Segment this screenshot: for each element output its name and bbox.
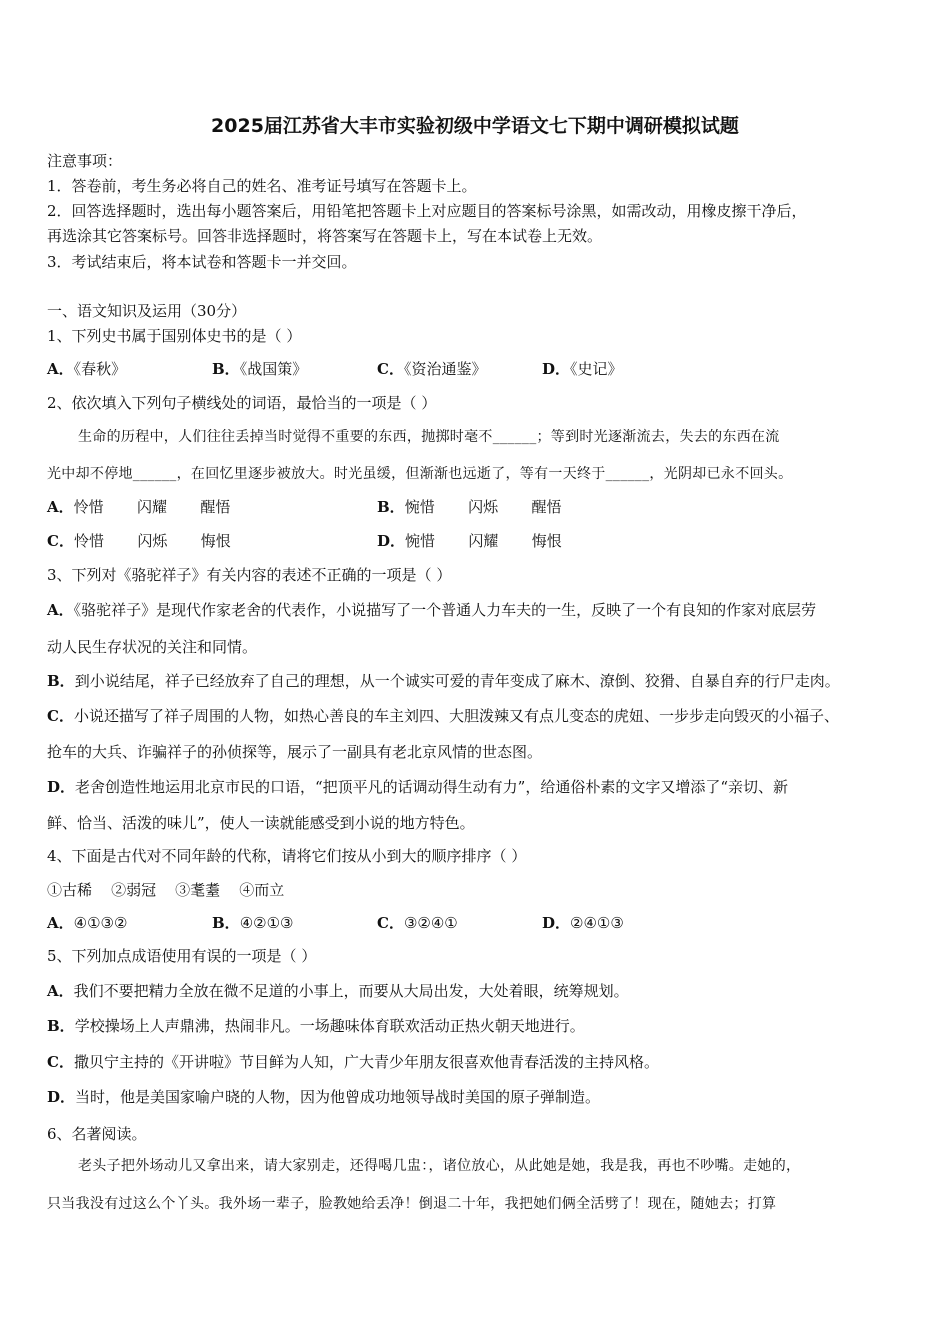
option-c: C．怜惜 闪烁 悔恨 (47, 532, 231, 550)
option-d: D．②④①③ (542, 914, 624, 932)
option-b: B．《战国策》 (212, 360, 308, 378)
option-a: A．《春秋》 (47, 360, 127, 378)
passage-line: 生命的历程中，人们往往丢掉当时觉得不重要的东西，抛掷时毫不______；等到时光逐渐流去，失去的东西在流 (78, 429, 780, 445)
question-stem: 6、名著阅读。 (47, 1125, 147, 1143)
passage-line: 光中却不停地______，在回忆里逐步被放大。时光虽缓，但渐渐也远逝了，等有一天终于______，光阴却已永不回头。 (47, 466, 793, 482)
option-d: D．老舍创造性地运用北京市民的口语，“把顶平凡的话调动得生动有力”，给通俗朴素的文字又增添了“亲切、新 (47, 778, 789, 796)
option-a: A．④①③② (47, 914, 128, 932)
age-terms: ①古稀 ②弱冠 ③耄耋 ④而立 (47, 881, 285, 899)
option-d-continued: 鲜、恰当、活泼的味儿”，使人一读就能感受到小说的地方特色。 (47, 814, 475, 832)
option-c-continued: 抢车的大兵、诈骗祥子的孙侦探等，展示了一副具有老北京风情的世态图。 (47, 743, 543, 761)
option-c: C．小说还描写了祥子周围的人物，如热心善良的车主刘四、大胆泼辣又有点儿变态的虎妞、一步步走向毁灭的小福子、 (47, 707, 839, 725)
option-b: B．学校操场上人声鼎沸，热闹非凡。一场趣味体育联欢活动正热火朝天地进行。 (47, 1017, 585, 1035)
question-stem: 1、下列史书属于国别体史书的是（ ） (47, 327, 302, 345)
option-c: C．③②④① (377, 914, 458, 932)
option-d: D．惋惜 闪耀 悔恨 (377, 532, 562, 550)
notice-item: 再选涂其它答案标号。回答非选择题时，将答案写在答题卡上，写在本试卷上无效。 (47, 227, 603, 245)
question-stem: 2、依次填入下列句子横线处的词语，最恰当的一项是（ ） (47, 394, 437, 412)
option-d: D．《史记》 (542, 360, 623, 378)
notice-item: 1．答卷前，考生务必将自己的姓名、准考证号填写在答题卡上。 (47, 177, 477, 195)
option-a: A．我们不要把精力全放在微不足道的小事上，而要从大局出发，大处着眼，统筹规划。 (47, 982, 629, 1000)
option-b: B．惋惜 闪烁 醒悟 (377, 498, 562, 516)
option-b: B．④②①③ (212, 914, 294, 932)
notice-heading: 注意事项： (47, 152, 123, 170)
option-c: C．撒贝宁主持的《开讲啦》节目鲜为人知，广大青少年朋友很喜欢他青春活泼的主持风格。 (47, 1053, 659, 1071)
option-a: A．《骆驼祥子》是现代作家老舍的代表作，小说描写了一个普通人力车夫的一生，反映了一个有良知的作家对底层劳 (47, 601, 817, 619)
notice-item: 3．考试结束后，将本试卷和答题卡一并交回。 (47, 253, 357, 271)
option-d: D．当时，他是美国家喻户晓的人物，因为他曾成功地领导战时美国的原子弹制造。 (47, 1088, 601, 1106)
passage-line: 只当我没有过这么个丫头。我外场一辈子，脸教她给丢净！倒退二十年，我把她们俩全活劈了！现在，随她去；打算 (47, 1196, 777, 1212)
page-title: 2025届江苏省大丰市实验初级中学语文七下期中调研模拟试题 (211, 115, 739, 137)
option-b: B．到小说结尾，祥子已经放弃了自己的理想，从一个诚实可爱的青年变成了麻木、潦倒、狡猾、自暴自弃的行尸走肉。 (47, 672, 840, 690)
option-c: C．《资治通鉴》 (377, 360, 487, 378)
option-a-continued: 动人民生存状况的关注和同情。 (47, 638, 258, 656)
option-a: A．怜惜 闪耀 醒悟 (47, 498, 231, 516)
passage-line: 老头子把外场动儿又拿出来，请大家别走，还得喝几盅：，诸位放心，从此她是她，我是我，再也不吵嘴。走她的， (78, 1158, 801, 1174)
section-heading: 一、语文知识及运用（30分） (47, 302, 247, 320)
question-stem: 5、下列加点成语使用有误的一项是（ ） (47, 947, 317, 965)
notice-item: 2．回答选择题时，选出每小题答案后，用铅笔把答题卡上对应题目的答案标号涂黑，如需改动，用橡皮擦干净后， (47, 202, 807, 220)
question-stem: 4、下面是古代对不同年龄的代称，请将它们按从小到大的顺序排序（ ） (47, 847, 527, 865)
question-stem: 3、下列对《骆驼祥子》有关内容的表述不正确的一项是（ ） (47, 566, 452, 584)
